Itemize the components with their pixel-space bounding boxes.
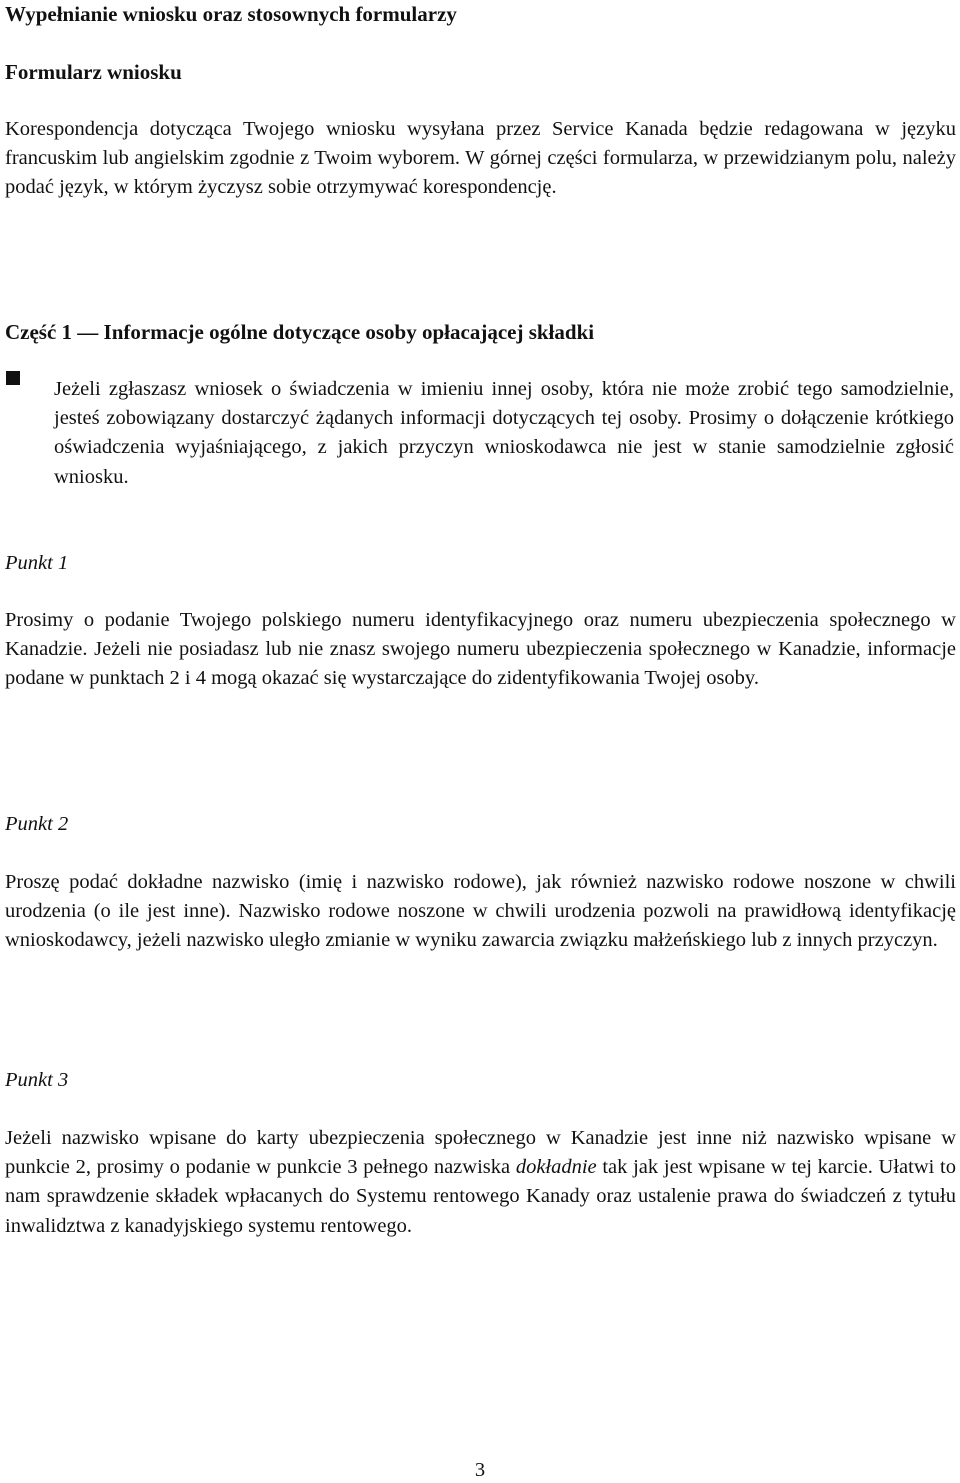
part1-bullet-text: Jeżeli zgłaszasz wniosek o świadczenia w imieniu innej osoby, która nie może zrobić tego samodzielnie, jesteś zobowiązany dostarczyć żądanych informacji dotyczących tej osoby. Prosimy o dołączenie krótkiego oświadczenia wyjaśniającego, z jakich przyczyn wnioskodawca nie jest w stanie samodzielnie zgłosić wniosku. [54,378,954,488]
square-bullet-icon [6,371,20,385]
punkt3-paragraph [5,1124,956,1241]
part1-heading: Część 1 — Informacje ogólne dotyczące osoby opłacającej składki [5,320,595,344]
punkt3-text-after: tak jak jest wpisane w tej karcie. Ułatwi to nam sprawdzenie składek wpłacanych do Systemu rentowego Kanady oraz ustalenie prawa do świadczeń z tytułu inwalidztwa z kanadyjskiego systemu rentowego. [5,1156,956,1237]
punkt2-label: Punkt 2 [5,813,69,835]
page-title: Wypełnianie wniosku oraz stosownych formularzy [5,2,457,26]
intro-paragraph: Korespondencja dotycząca Twojego wniosku wysyłana przez Service Kanada będzie redagowana w języku francuskim lub angielskim zgodnie z Twoim wyborem. W górnej części formularza, w przewidzianym polu, należy podać język, w którym życzysz sobie otrzymywać korespondencję. [5,118,956,199]
punkt2-paragraph: Proszę podać dokładne nazwisko (imię i nazwisko rodowe), jak również nazwisko rodowe noszone w chwili urodzenia (o ile jest inne). Nazwisko rodowe noszone w chwili urodzenia pozwoli na prawidłową identyfikację wnioskodawcy, jeżeli nazwisko uległo zmianie w wyniku zawarcia związku małżeńskiego lub z innych przyczyn. [5,871,956,952]
section-subtitle: Formularz wniosku [5,60,182,84]
punkt3-emphasis: dokładnie [515,1156,597,1179]
punkt3-text-before: Jeżeli nazwisko wpisane do karty ubezpieczenia społecznego w Kanadzie jest inne niż nazwisko wpisane w punkcie 2, prosimy o podanie w punkcie 3 pełnego nazwiska [5,1127,956,1179]
punkt3-label: Punkt 3 [5,1069,69,1091]
punkt1-paragraph: Prosimy o podanie Twojego polskiego numeru identyfikacyjnego oraz numeru ubezpieczenia społecznego w Kanadzie. Jeżeli nie posiadasz lub nie znasz swojego numeru ubezpieczenia społecznego w Kanadzie, informacje podane w punktach 2 i 4 mogą okazać się wystarczające do zidentyfikowania Twojej osoby. [5,609,956,690]
punkt1-label: Punkt 1 [5,552,69,574]
page-number: 3 [474,1459,486,1481]
